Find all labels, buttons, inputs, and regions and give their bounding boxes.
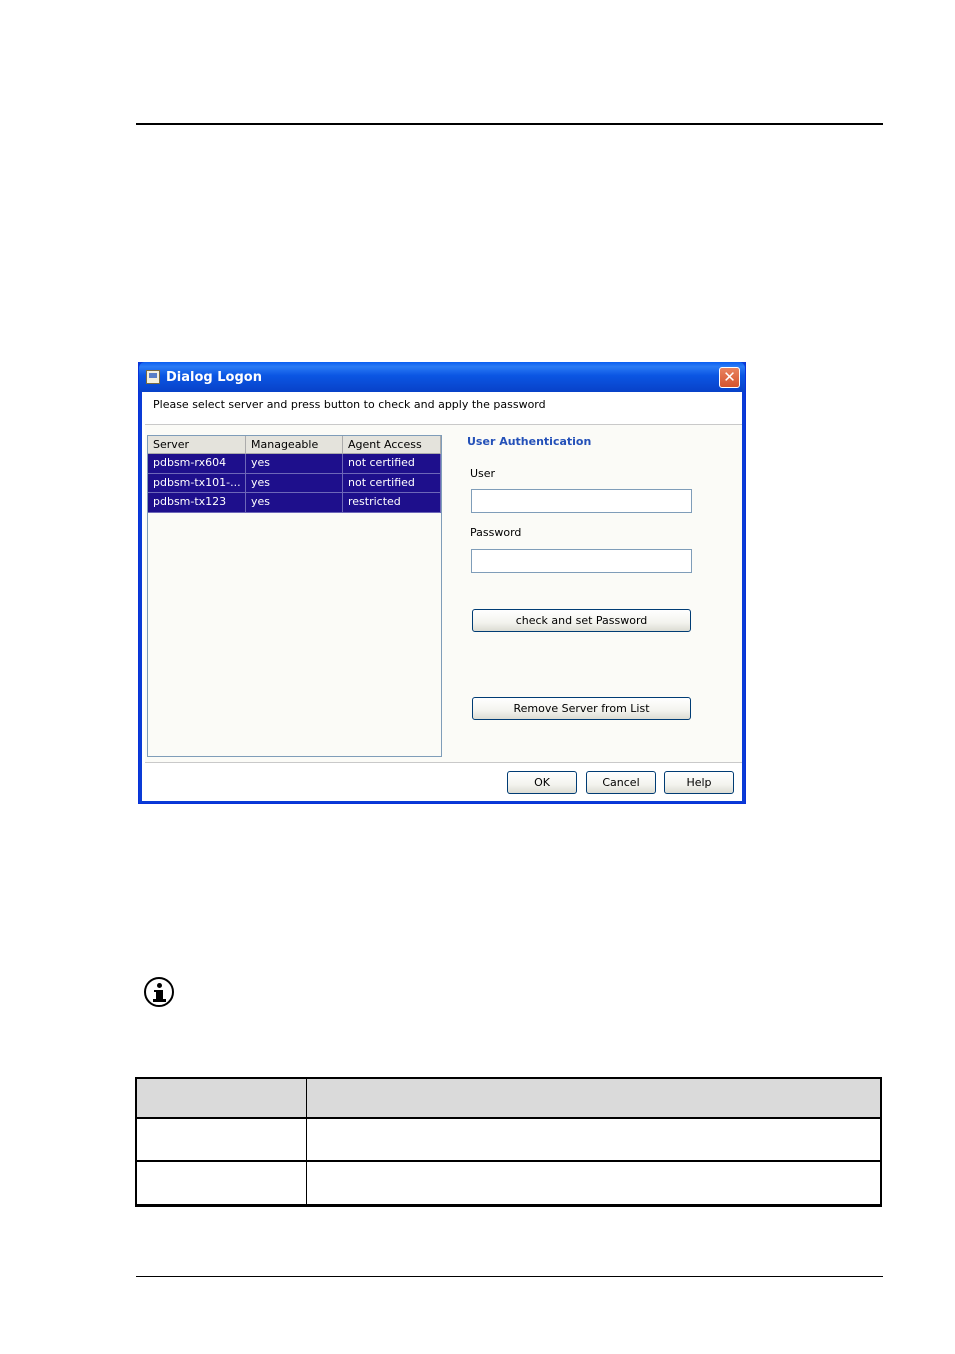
- cell-agent-access: not certified: [343, 474, 441, 494]
- footer-rule: [136, 1276, 883, 1277]
- cell-agent-access: restricted: [343, 493, 441, 513]
- user-input[interactable]: [471, 489, 692, 513]
- cell-manageable: yes: [246, 474, 343, 494]
- instruction-text: Please select server and press button to check and apply the password: [153, 398, 546, 411]
- table-cell: [307, 1119, 880, 1160]
- column-header-server[interactable]: Server: [148, 436, 246, 454]
- password-label: Password: [470, 526, 522, 539]
- remove-server-button[interactable]: Remove Server from List: [472, 697, 691, 720]
- table-row: [137, 1119, 880, 1162]
- table-cell: [137, 1162, 307, 1204]
- table-cell: [307, 1079, 880, 1117]
- dialog-client-area: [142, 392, 742, 801]
- cell-server: pdbsm-tx123: [148, 493, 246, 513]
- cell-manageable: yes: [246, 454, 343, 474]
- cell-manageable: yes: [246, 493, 343, 513]
- java-app-icon: [146, 370, 160, 384]
- cell-agent-access: not certified: [343, 454, 441, 474]
- column-header-agent-access[interactable]: Agent Access: [343, 436, 441, 454]
- check-and-set-password-button[interactable]: check and set Password: [472, 609, 691, 632]
- table-header-row: [137, 1079, 880, 1119]
- user-label: User: [470, 467, 496, 480]
- table-cell: [137, 1079, 307, 1117]
- cancel-button[interactable]: Cancel: [586, 771, 656, 794]
- server-table[interactable]: [147, 435, 442, 757]
- password-input[interactable]: [471, 549, 692, 573]
- header-rule: [136, 123, 883, 125]
- help-button[interactable]: Help: [664, 771, 734, 794]
- main-panel: [145, 424, 742, 763]
- title-bar[interactable]: [139, 362, 745, 392]
- table-body: [148, 454, 441, 513]
- table-row: [137, 1162, 880, 1204]
- table-row[interactable]: [148, 493, 441, 513]
- table-header: [148, 436, 441, 454]
- document-table: [135, 1077, 882, 1207]
- info-icon: [144, 977, 174, 1007]
- table-row[interactable]: [148, 474, 441, 494]
- cell-server: pdbsm-tx101-...: [148, 474, 246, 494]
- dialog-logon-window: [138, 362, 746, 804]
- user-authentication-heading: User Authentication: [467, 435, 592, 448]
- window-title: Dialog Logon: [166, 370, 262, 385]
- cell-server: pdbsm-rx604: [148, 454, 246, 474]
- column-header-manageable[interactable]: Manageable: [246, 436, 343, 454]
- table-cell: [307, 1162, 880, 1204]
- table-cell: [137, 1119, 307, 1160]
- close-icon[interactable]: ✕: [719, 367, 740, 388]
- table-row[interactable]: [148, 454, 441, 474]
- ok-button[interactable]: OK: [507, 771, 577, 794]
